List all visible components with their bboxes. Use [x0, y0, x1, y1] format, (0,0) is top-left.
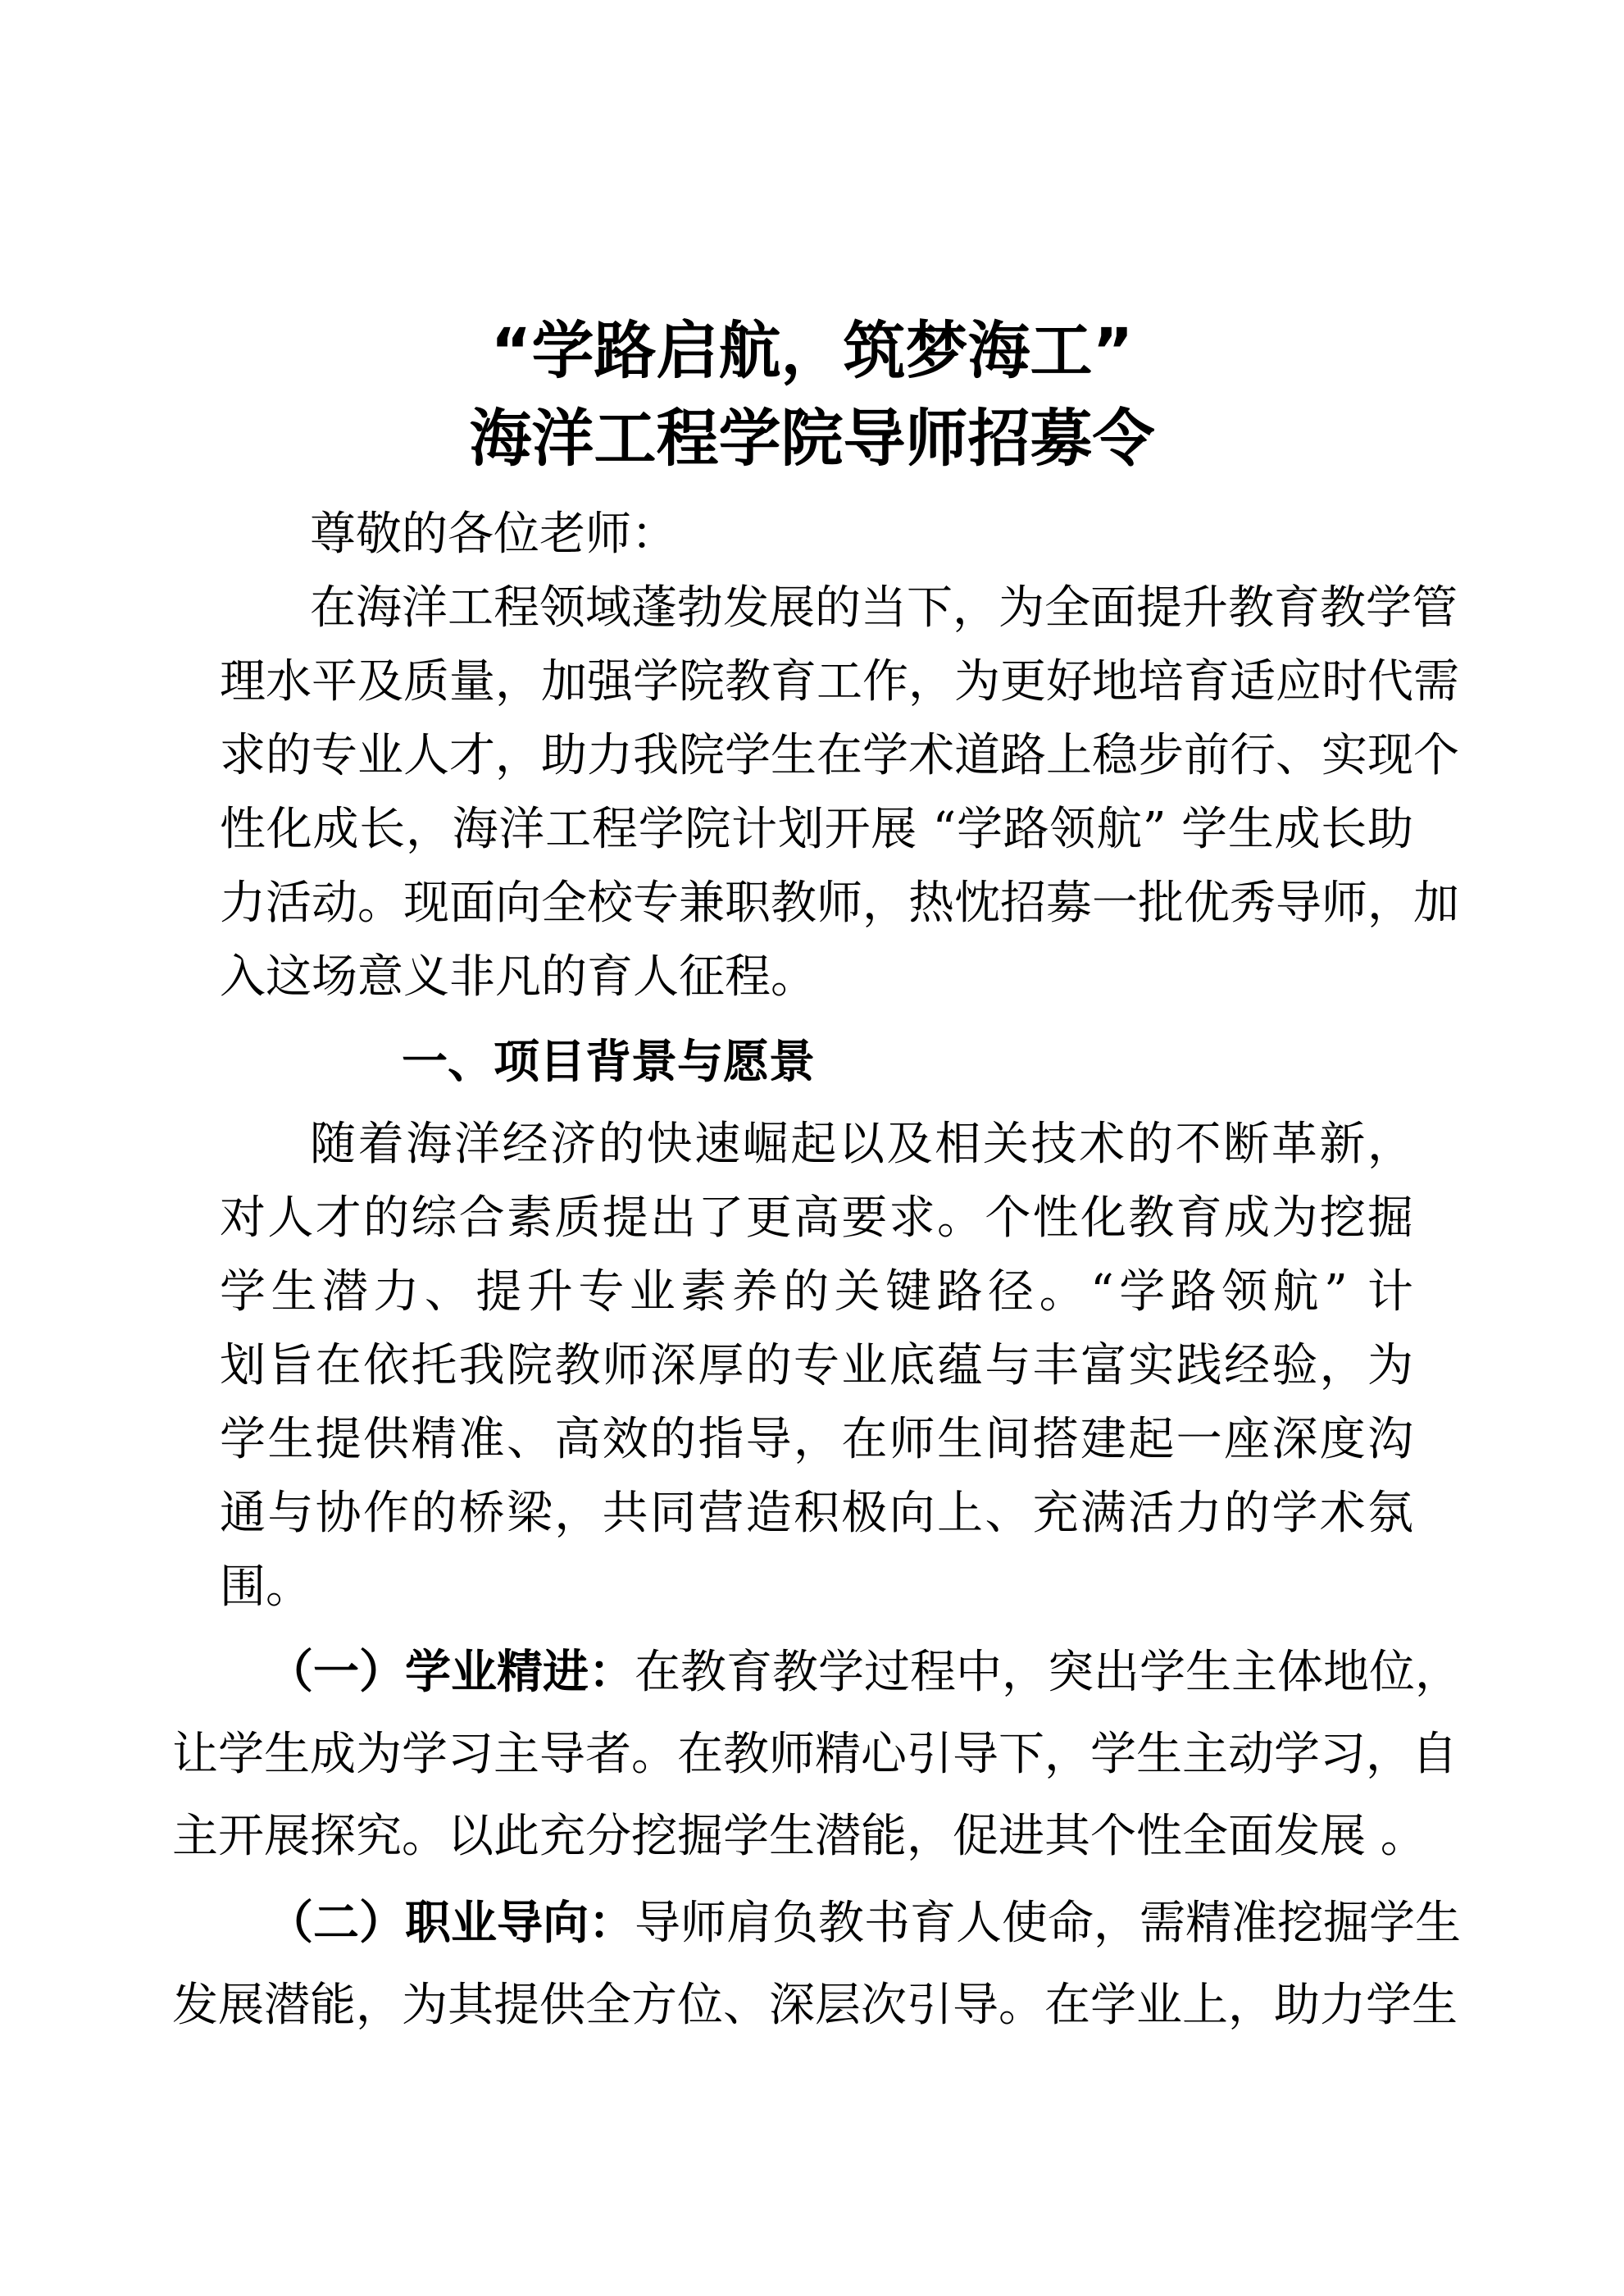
intro-line: 理水平及质量，加强学院教育工作，为更好地培育适应时代需 [220, 655, 1459, 708]
intro-line: 性化成长，海洋工程学院计划开展 “学路领航” 学生成长助 [220, 803, 1413, 856]
section-line: 对人才的综合素质提出了更高要求。个性化教育成为挖掘 [220, 1191, 1413, 1245]
item-2-first-line [267, 1891, 1461, 1957]
salutation: 尊敬的各位老师： [310, 508, 677, 561]
intro-line: 求的专业人才，助力我院学生在学术道路上稳步前行、实现个 [220, 729, 1459, 782]
section-line: 学生提供精准、高效的指导，在师生间搭建起一座深度沟 [220, 1413, 1413, 1466]
item-1-line: 主开展探究。以此充分挖掘学生潜能，促进其个性全面发展 。 [172, 1810, 1426, 1863]
item-1-text: 在教育教学过程中，突出学生主体地位， [635, 1646, 1461, 1699]
section-line: 围。 [220, 1560, 312, 1614]
item-2-line: 发展潜能，为其提供全方位、深层次引导。在学业上，助力学生 [172, 1979, 1458, 2032]
item-1-line: 让学生成为学习主导者。在教师精心引导下，学生主动学习，自 [172, 1728, 1458, 1781]
intro-line: 在海洋工程领域蓬勃发展的当下，为全面提升教育教学管 [310, 581, 1458, 635]
section-line: 通与协作的桥梁，共同营造积极向上、充满活力的学术氛 [220, 1487, 1413, 1540]
intro-line: 力活动。现面向全校专兼职教师，热忱招募一批优秀导师，加 [220, 877, 1459, 930]
section-line: 学生潜力、提升专业素养的关键路径。“学路领航” 计 [220, 1265, 1413, 1319]
document-title-line-1: “学路启航，筑梦海工” [490, 314, 1134, 387]
item-2-text: 导师肩负教书育人使命，需精准挖掘学生 [635, 1897, 1461, 1950]
intro-line: 入这场意义非凡的育人征程。 [220, 950, 817, 1004]
item-2-label: （二）职业导向： [267, 1897, 635, 1950]
item-1-first-line [267, 1640, 1461, 1706]
document-title-line-2: 海洋工程学院导师招募令 [469, 402, 1155, 475]
section-line: 随着海洋经济的快速崛起以及相关技术的不断革新， [310, 1118, 1413, 1171]
item-1-label: （一）学业精进： [267, 1646, 635, 1699]
section-line: 划旨在依托我院教师深厚的专业底蕴与丰富实践经验，为 [220, 1339, 1413, 1392]
section-heading: 一、项目背景与愿景 [402, 1036, 815, 1089]
